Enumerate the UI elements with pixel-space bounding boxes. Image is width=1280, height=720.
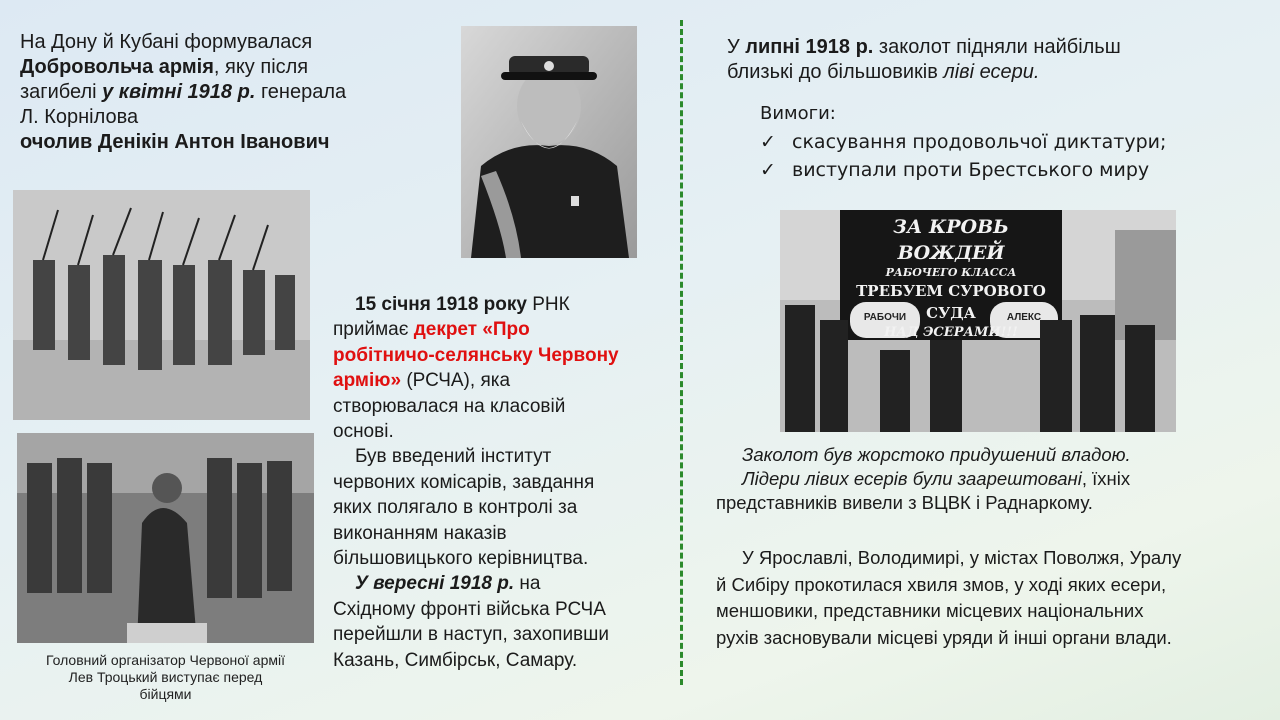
protest-banner-photo: ЗА КРОВЬ ВОЖДЕЙ РАБОЧЕГО КЛАССА ТРЕБУЕМ СУРОВОГО СУДА НАД ЭСЕРАМИ!!! РАБОЧИ АЛЕКС (780, 210, 1176, 432)
check-icon: ✓ (760, 159, 776, 181)
intro-text: На Дону й Кубані формувалася Добровольча армія, яку після загибелі у квітні 1918 р. генерала Л. Корнілова очолив Денікін Антон Іванович (20, 30, 440, 155)
trotsky-speech-photo (17, 433, 314, 643)
september-date: У вересні 1918 р. (355, 573, 515, 595)
demand-item: ✓ виступали проти Брестського миру (760, 156, 1240, 184)
denikin-portrait (461, 26, 637, 258)
decree-title: декрет «Про (413, 319, 530, 341)
demands-title: Вимоги: (760, 103, 836, 124)
suppression-text: Заколот був жорстоко придушений владою. Лідери лівих есерів були заарештовані, їхніх представників вивели з ВЦВК і Раднаркому. (716, 444, 1131, 513)
intro-line-1: На Дону й Кубані формувалася (20, 31, 313, 53)
army-name: Добровольча армія (20, 56, 214, 78)
check-icon: ✓ (760, 131, 776, 153)
column-divider (680, 20, 683, 685)
denikin-line: очолив Денікін Антон Іванович (20, 131, 330, 153)
marching-soldiers-photo (13, 190, 310, 420)
demand-item: ✓ скасування продовольчої диктатури; (760, 128, 1240, 156)
july-date: липні 1918 р. (745, 36, 874, 58)
left-sr-heading: У липні 1918 р. заколот підняли найбільш близькі до більшовиків ліві есери. (727, 36, 1121, 83)
demands-list (760, 100, 1240, 184)
decree-date: 15 січня 1918 року (355, 294, 527, 315)
intro-date: у квітні 1918 р. (102, 81, 256, 103)
trotsky-caption: Головний організатор Червоної армії Лев Троцький виступає перед бійцями (45, 652, 285, 702)
banner-line-1: ЗА КРОВЬ ВОЖДЕЙ (893, 216, 1009, 264)
decree-text: 15 січня 1918 року РНК приймає декрет «Про робітничо-селянську Червону армію» (РСЧА), яка створювалася на класовій основі. Був введений інститут червоних комісарів, завдання яких полягало в контролі за виконанням наказів більшовицького керівництва. У вересні 1918 р. на Східному фронті війська РСЧА перейшли в наступ, захопивши Казань, Симбірськ, Самару. (333, 294, 619, 671)
conspiracy-wave-text: У Ярославлі, Володимирі, у містах Поволжя, Уралу й Сибіру прокотилася хвиля змов, у ході яких есери, меншовики, представники місцевих національних рухів засновували місцеві уряди й інші органи влади. (716, 547, 1182, 648)
